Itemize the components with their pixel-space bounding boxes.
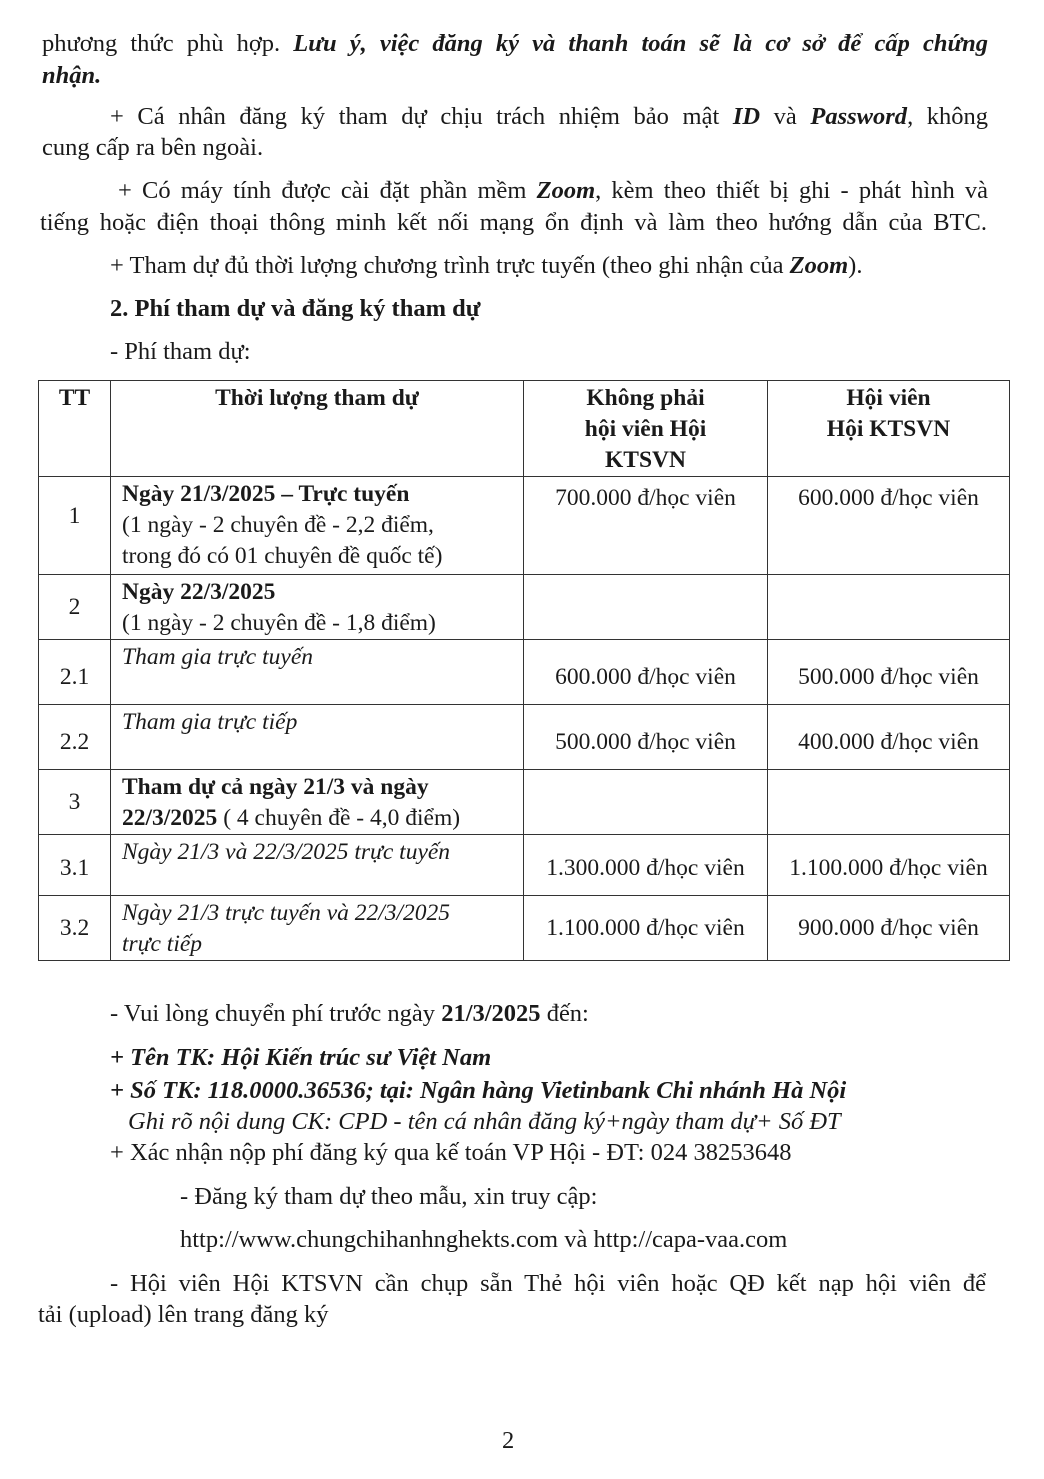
paragraph-text: và bbox=[760, 103, 811, 130]
row-description bbox=[111, 575, 524, 640]
row-title: Ngày 21/3 trực tuyến và 22/3/2025 bbox=[122, 900, 451, 926]
row-subtitle: trong đó có 01 chuyên đề quốc tế) bbox=[122, 543, 443, 569]
table-header-row bbox=[39, 381, 1010, 477]
table-row bbox=[39, 575, 1010, 640]
password-term: Password bbox=[810, 103, 908, 130]
header-line: Hội viên bbox=[846, 385, 931, 411]
emphasis-text: Lưu ý, việc đăng ký và thanh toán sẽ là cơ sở để cấp chứng bbox=[293, 30, 988, 57]
table-row bbox=[39, 640, 1010, 705]
header-line: hội viên Hội bbox=[584, 416, 707, 442]
paragraph-text: + Cá nhân đăng ký tham dự chịu trách nhiệm bảo mật bbox=[110, 103, 733, 130]
fee-table bbox=[38, 380, 1010, 961]
row-title-continued: trực tiếp bbox=[122, 931, 203, 957]
member-note-continued: tải (upload) lên trang đăng ký bbox=[38, 1301, 329, 1328]
row-title: Ngày 21/3/2025 – Trực tuyến bbox=[122, 481, 410, 507]
member-note: - Hội viên Hội KTSVN cần chụp sẵn Thẻ hội viên hoặc QĐ kết nạp hội viên để bbox=[110, 1270, 986, 1297]
price-non-member: 1.100.000 đ/học viên bbox=[524, 896, 768, 961]
header-tt: TT bbox=[39, 381, 111, 477]
row-description bbox=[111, 770, 524, 835]
paragraph-security-continued: cung cấp ra bên ngoài. bbox=[42, 134, 264, 161]
paragraph-registration-note bbox=[42, 28, 988, 60]
price-non-member: 600.000 đ/học viên bbox=[524, 640, 768, 705]
payment-text: đến: bbox=[540, 1000, 589, 1027]
price-non-member bbox=[524, 575, 768, 640]
price-member: 900.000 đ/học viên bbox=[768, 896, 1010, 961]
row-subtitle: (1 ngày - 2 chuyên đề - 1,8 điểm) bbox=[122, 610, 436, 636]
registration-link-1[interactable]: http://www.chungchihanhnghekts.com bbox=[180, 1226, 559, 1253]
paragraph-security bbox=[110, 101, 988, 133]
row-number: 3 bbox=[39, 770, 111, 835]
emphasis-text-continued: nhận. bbox=[42, 62, 102, 89]
paragraph-text: phương thức phù hợp. bbox=[42, 30, 294, 57]
paragraph-text: ). bbox=[848, 252, 863, 279]
transfer-note: Ghi rõ nội dung CK: CPD - tên cá nhân đăng ký+ngày tham dự+ Số ĐT bbox=[128, 1108, 841, 1135]
row-title: Ngày 22/3/2025 bbox=[122, 579, 276, 605]
header-member bbox=[768, 381, 1010, 477]
row-number: 1 bbox=[39, 477, 111, 575]
registration-instruction: - Đăng ký tham dự theo mẫu, xin truy cập: bbox=[180, 1183, 598, 1210]
link-joiner: và bbox=[558, 1226, 594, 1253]
price-member: 500.000 đ/học viên bbox=[768, 640, 1010, 705]
registration-links bbox=[180, 1224, 787, 1256]
row-title: Ngày 21/3 và 22/3/2025 trực tuyến bbox=[111, 835, 524, 896]
paragraph-text: + Có máy tính được cài đặt phần mềm bbox=[118, 177, 537, 204]
price-member: 1.100.000 đ/học viên bbox=[768, 835, 1010, 896]
page-number: 2 bbox=[502, 1427, 515, 1454]
paragraph-equipment-continued: tiếng hoặc điện thoại thông minh kết nối mạng ổn định và làm theo hướng dẫn của BTC. bbox=[40, 209, 987, 236]
row-number: 3.2 bbox=[39, 896, 111, 961]
price-member bbox=[768, 770, 1010, 835]
table-row bbox=[39, 835, 1010, 896]
price-non-member bbox=[524, 770, 768, 835]
fee-label: - Phí tham dự: bbox=[110, 338, 251, 365]
price-non-member: 1.300.000 đ/học viên bbox=[524, 835, 768, 896]
account-number: + Số TK: 118.0000.36536; tại: Ngân hàng Vietinbank Chi nhánh Hà Nội bbox=[110, 1077, 847, 1104]
price-member bbox=[768, 575, 1010, 640]
table-row bbox=[39, 770, 1010, 835]
id-term: ID bbox=[732, 103, 761, 130]
section-heading: 2. Phí tham dự và đăng ký tham dự bbox=[110, 295, 481, 322]
row-title: Tham gia trực tuyến bbox=[111, 640, 524, 705]
row-title-continued bbox=[122, 803, 523, 834]
row-number: 3.1 bbox=[39, 835, 111, 896]
paragraph-equipment bbox=[118, 175, 988, 207]
price-non-member: 700.000 đ/học viên bbox=[524, 477, 768, 575]
row-title: Tham dự cả ngày 21/3 và ngày bbox=[122, 774, 429, 800]
row-date: 22/3/2025 bbox=[122, 805, 218, 831]
payment-text: - Vui lòng chuyển phí trước ngày bbox=[110, 1000, 442, 1027]
header-line: Hội KTSVN bbox=[826, 416, 951, 442]
row-description bbox=[111, 477, 524, 575]
table-row bbox=[39, 896, 1010, 961]
header-line: KTSVN bbox=[605, 447, 686, 473]
row-number: 2.1 bbox=[39, 640, 111, 705]
paragraph-text: + Tham dự đủ thời lượng chương trình trực tuyến (theo ghi nhận của bbox=[110, 252, 790, 279]
zoom-term: Zoom bbox=[536, 177, 596, 204]
paragraph-attendance bbox=[110, 250, 862, 282]
account-name: + Tên TK: Hội Kiến trúc sư Việt Nam bbox=[110, 1044, 492, 1071]
row-description bbox=[111, 896, 524, 961]
paragraph-text: , kèm theo thiết bị ghi - phát hình và bbox=[595, 177, 988, 204]
row-number: 2.2 bbox=[39, 705, 111, 770]
payment-confirmation: + Xác nhận nộp phí đăng ký qua kế toán VP Hội - ĐT: 024 38253648 bbox=[110, 1139, 792, 1166]
row-subtitle: ( 4 chuyên đề - 4,0 điểm) bbox=[217, 805, 461, 831]
table-row bbox=[39, 705, 1010, 770]
payment-deadline bbox=[110, 998, 589, 1030]
registration-link-2[interactable]: http://capa-vaa.com bbox=[593, 1226, 788, 1253]
header-line: Không phải bbox=[586, 385, 705, 411]
row-number: 2 bbox=[39, 575, 111, 640]
header-duration: Thời lượng tham dự bbox=[111, 381, 524, 477]
header-non-member bbox=[524, 381, 768, 477]
price-non-member: 500.000 đ/học viên bbox=[524, 705, 768, 770]
table-row bbox=[39, 477, 1010, 575]
price-member: 400.000 đ/học viên bbox=[768, 705, 1010, 770]
paragraph-text: , không bbox=[907, 103, 989, 130]
row-subtitle: (1 ngày - 2 chuyên đề - 2,2 điểm, bbox=[122, 512, 434, 538]
row-title: Tham gia trực tiếp bbox=[111, 705, 524, 770]
payment-deadline-date: 21/3/2025 bbox=[441, 1000, 541, 1027]
zoom-term: Zoom bbox=[789, 252, 849, 279]
price-member: 600.000 đ/học viên bbox=[768, 477, 1010, 575]
